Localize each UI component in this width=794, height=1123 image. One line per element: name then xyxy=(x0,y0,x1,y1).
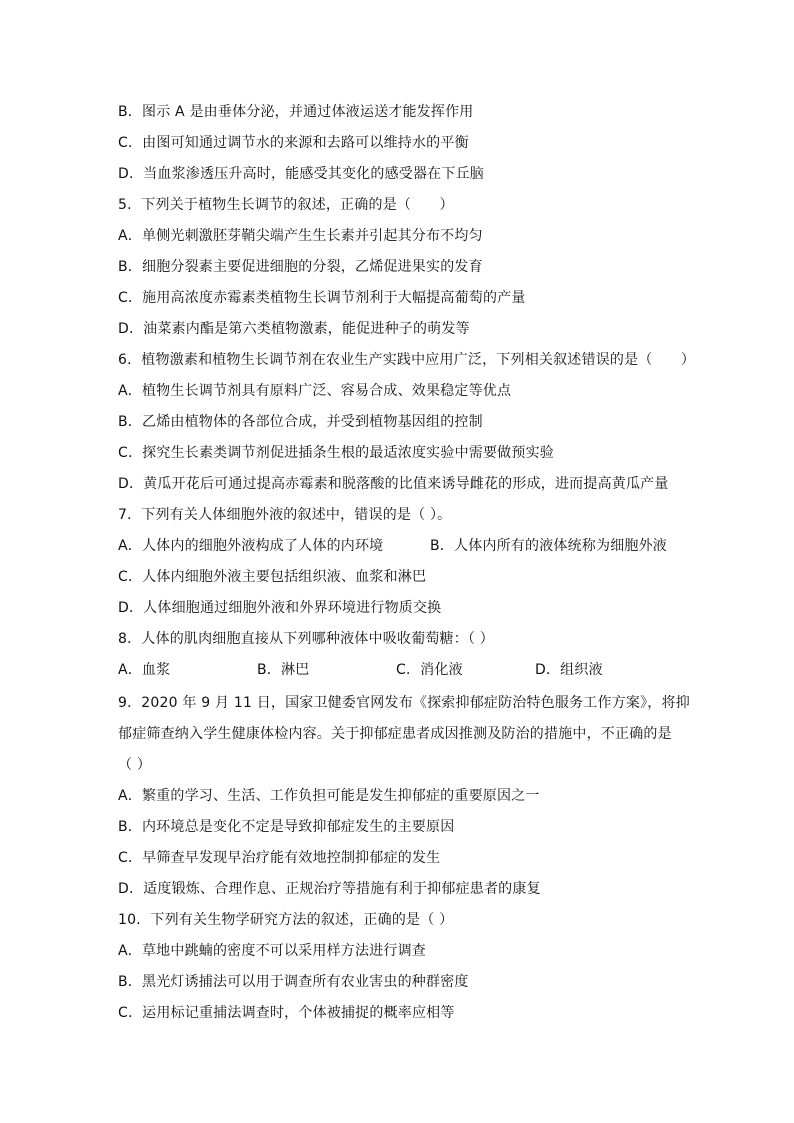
option-line: D．油菜素内酯是第六类植物激素，能促进种子的萌发等 xyxy=(118,321,470,337)
option-line: C．施用高浓度赤霉素类植物生长调节剂利于大幅提高葡萄的产量 xyxy=(118,290,526,306)
option-line: B．内环境总是变化不定是导致抑郁症发生的主要原因 xyxy=(118,819,455,835)
question-8: 8．人体的肌肉细胞直接从下列哪种液体中吸收葡萄糖：（ ） xyxy=(118,631,494,647)
option-line: C．运用标记重捕法调查时，个体被捕捉的概率应相等 xyxy=(118,1005,455,1021)
question-10: 10．下列有关生物学研究方法的叙述，正确的是（ ） xyxy=(118,912,454,928)
option-line: D．人体细胞通过细胞外液和外界环境进行物质交换 xyxy=(118,600,442,616)
question-6: 6．植物激素和植物生长调节剂在农业生产实践中应用广泛，下列相关叙述错误的是（ ） xyxy=(118,352,696,368)
option-line: A．单侧光刺激胚芽鞘尖端产生生长素并引起其分布不均匀 xyxy=(118,228,483,244)
option-line: C．探究生长素类调节剂促进插条生根的最适浓度实验中需要做预实验 xyxy=(118,445,554,461)
option-line: A．植物生长调节剂具有原料广泛、容易合成、效果稳定等优点 xyxy=(118,383,512,399)
answer-bracket: （ ） xyxy=(118,757,152,773)
option-line: B．人体内所有的液体统称为细胞外液 xyxy=(430,538,668,554)
question-9-continued: 郁症筛查纳入学生健康体检内容。关于抑郁症患者成因推测及防治的措施中，不正确的是 xyxy=(118,726,672,742)
option-line: A．草地中跳蝻的密度不可以采用样方法进行调查 xyxy=(118,943,426,959)
option-line: C．人体内细胞外液主要包括组织液、血浆和淋巴 xyxy=(118,569,427,585)
option-line: A．繁重的学习、生活、工作负担可能是发生抑郁症的重要原因之一 xyxy=(118,788,540,804)
option-line: B．乙烯由植物体的各部位合成，并受到植物基因组的控制 xyxy=(118,414,483,430)
option-b: B．淋巴 xyxy=(257,662,310,678)
option-d: D．组织液 xyxy=(535,662,603,678)
question-5: 5．下列关于植物生长调节的叙述，正确的是（ ） xyxy=(118,197,454,213)
option-line: D．适度锻炼、合理作息、正规治疗等措施有利于抑郁症患者的康复 xyxy=(118,881,541,897)
option-line: B．图示 A 是由垂体分泌，并通过体液运送才能发挥作用 xyxy=(118,104,474,120)
question-7: 7．下列有关人体细胞外液的叙述中，错误的是（ ）。 xyxy=(118,507,452,523)
option-line: B．黑光灯诱捕法可以用于调查所有农业害虫的种群密度 xyxy=(118,974,469,990)
question-9: 9．2020 年 9 月 11 日，国家卫健委官网发布《探索抑郁症防治特色服务工作方案》，将抑 xyxy=(118,695,690,711)
option-line: D．当血浆渗透压升高时，能感受其变化的感受器在下丘脑 xyxy=(118,166,484,182)
option-line: C．由图可知通过调节水的来源和去路可以维持水的平衡 xyxy=(118,135,469,151)
option-c: C．消化液 xyxy=(396,662,463,678)
option-line: A．人体内的细胞外液构成了人体的内环境 xyxy=(118,538,384,554)
option-line: C．早筛查早发现早治疗能有效地控制抑郁症的发生 xyxy=(118,850,441,866)
option-line: D．黄瓜开花后可通过提高赤霉素和脱落酸的比值来诱导雌花的形成，进而提高黄瓜产量 xyxy=(118,476,669,492)
option-a: A．血浆 xyxy=(118,662,171,678)
option-line: B．细胞分裂素主要促进细胞的分裂，乙烯促进果实的发育 xyxy=(118,259,483,275)
